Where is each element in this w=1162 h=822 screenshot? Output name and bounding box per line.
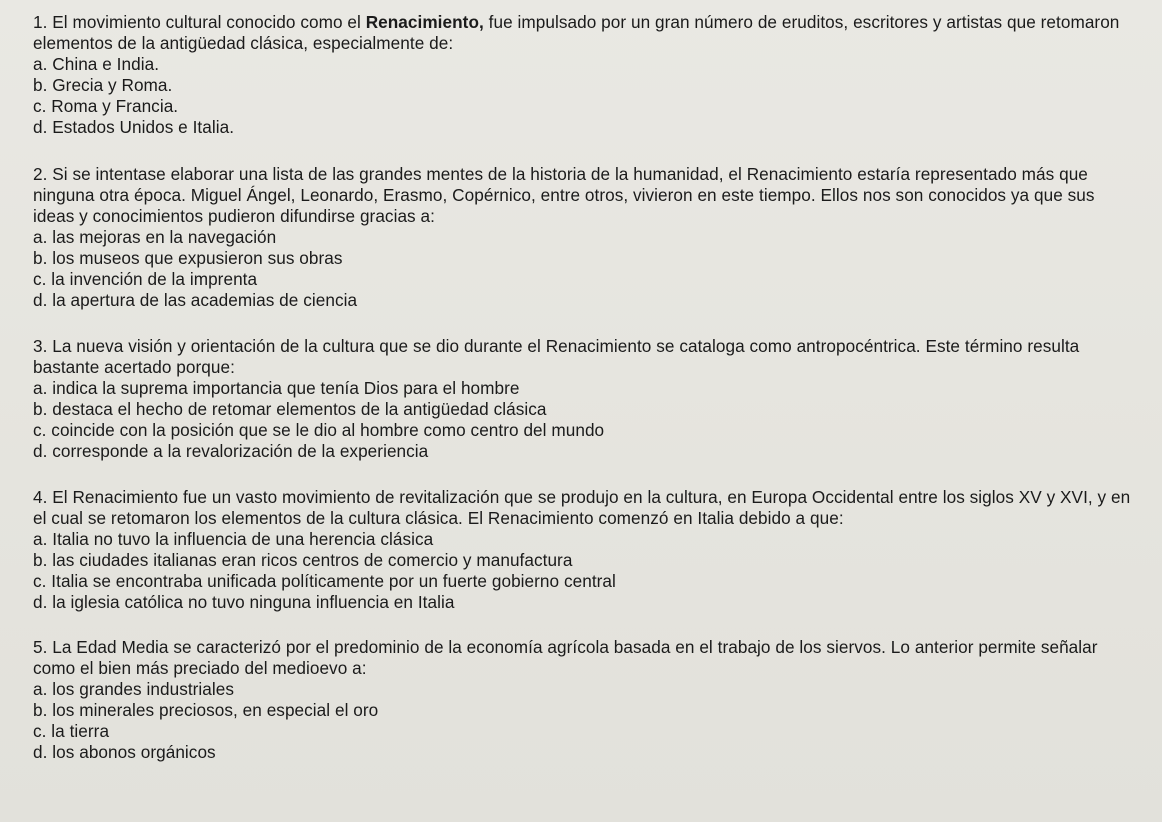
question-3-option-a: a. indica la suprema importancia que tenía Dios para el hombre [33,378,520,398]
question-3-option-d: d. corresponde a la revalorización de la experiencia [33,441,429,461]
question-3-option-b: b. destaca el hecho de retomar elementos de la antigüedad clásica [33,399,547,419]
question-1-option-a: a. China e India. [33,54,160,74]
question-4-option-b: b. las ciudades italianas eran ricos centros de comercio y manufactura [33,550,573,570]
question-1-options [33,54,1132,138]
question-2-option-b: b. los museos que expusieron sus obras [33,248,343,268]
question-5-option-d: d. los abonos orgánicos [33,742,216,762]
question-2-option-a: a. las mejoras en la navegación [33,227,277,247]
question-1-stem [33,12,1132,54]
question-5 [33,637,1132,763]
question-3-stem: 3. La nueva visión y orientación de la cultura que se dio durante el Renacimiento se cataloga como antropocéntrica. Este término resulta bastante acertado porque: [33,336,1080,377]
question-4-option-d: d. la iglesia católica no tuvo ninguna influencia en Italia [33,592,455,612]
question-1-stem-end: fue impulsado por un gran número de eruditos, escritores y artistas que retomaron elementos de la antigüedad clásica, especialmente de: [33,12,1120,53]
question-4-stem: 4. El Renacimiento fue un vasto movimiento de revitalización que se produjo en la cultura, en Europa Occidental entre los siglos XV y XVI, y en el cual se retomaron los elementos de la cultura clásica. El Renacimiento comenzó en Italia debido a que: [33,487,1131,528]
question-5-options [33,679,1132,763]
question-4-options [33,529,1132,613]
question-2-stem: 2. Si se intentase elaborar una lista de las grandes mentes de la historia de la humanidad, el Renacimiento estaría representado más que ninguna otra época. Miguel Ángel, Leonardo, Erasmo, Copérnico, entre otros, vivieron en este tiempo. Ellos nos son conocidos ya que sus ideas y conocimientos pudieron difundirse gracias a: [33,164,1095,226]
question-1-option-b: b. Grecia y Roma. [33,75,173,95]
question-2-option-d: d. la apertura de las academias de ciencia [33,290,358,310]
question-4-option-c: c. Italia se encontraba unificada políticamente por un fuerte gobierno central [33,571,616,591]
question-4 [33,487,1132,613]
question-5-stem: 5. La Edad Media se caracterizó por el predominio de la economía agrícola basada en el trabajo de los siervos. Lo anterior permite señalar como el bien más preciado del medioevo a: [33,637,1098,678]
question-1-stem-bold: Renacimiento, [365,12,484,32]
question-5-option-c: c. la tierra [33,721,110,741]
question-2 [33,164,1132,311]
question-4-option-a: a. Italia no tuvo la influencia de una herencia clásica [33,529,434,549]
question-3-option-c: c. coincide con la posición que se le dio al hombre como centro del mundo [33,420,605,440]
question-2-options [33,227,1132,311]
question-3 [33,336,1132,462]
question-5-option-b: b. los minerales preciosos, en especial el oro [33,700,379,720]
question-5-option-a: a. los grandes industriales [33,679,235,699]
question-1 [33,12,1132,138]
question-3-options [33,378,1132,462]
question-1-option-d: d. Estados Unidos e Italia. [33,117,235,137]
question-1-option-c: c. Roma y Francia. [33,96,179,116]
question-1-stem-start: 1. El movimiento cultural conocido como el [33,12,366,32]
question-2-option-c: c. la invención de la imprenta [33,269,258,289]
